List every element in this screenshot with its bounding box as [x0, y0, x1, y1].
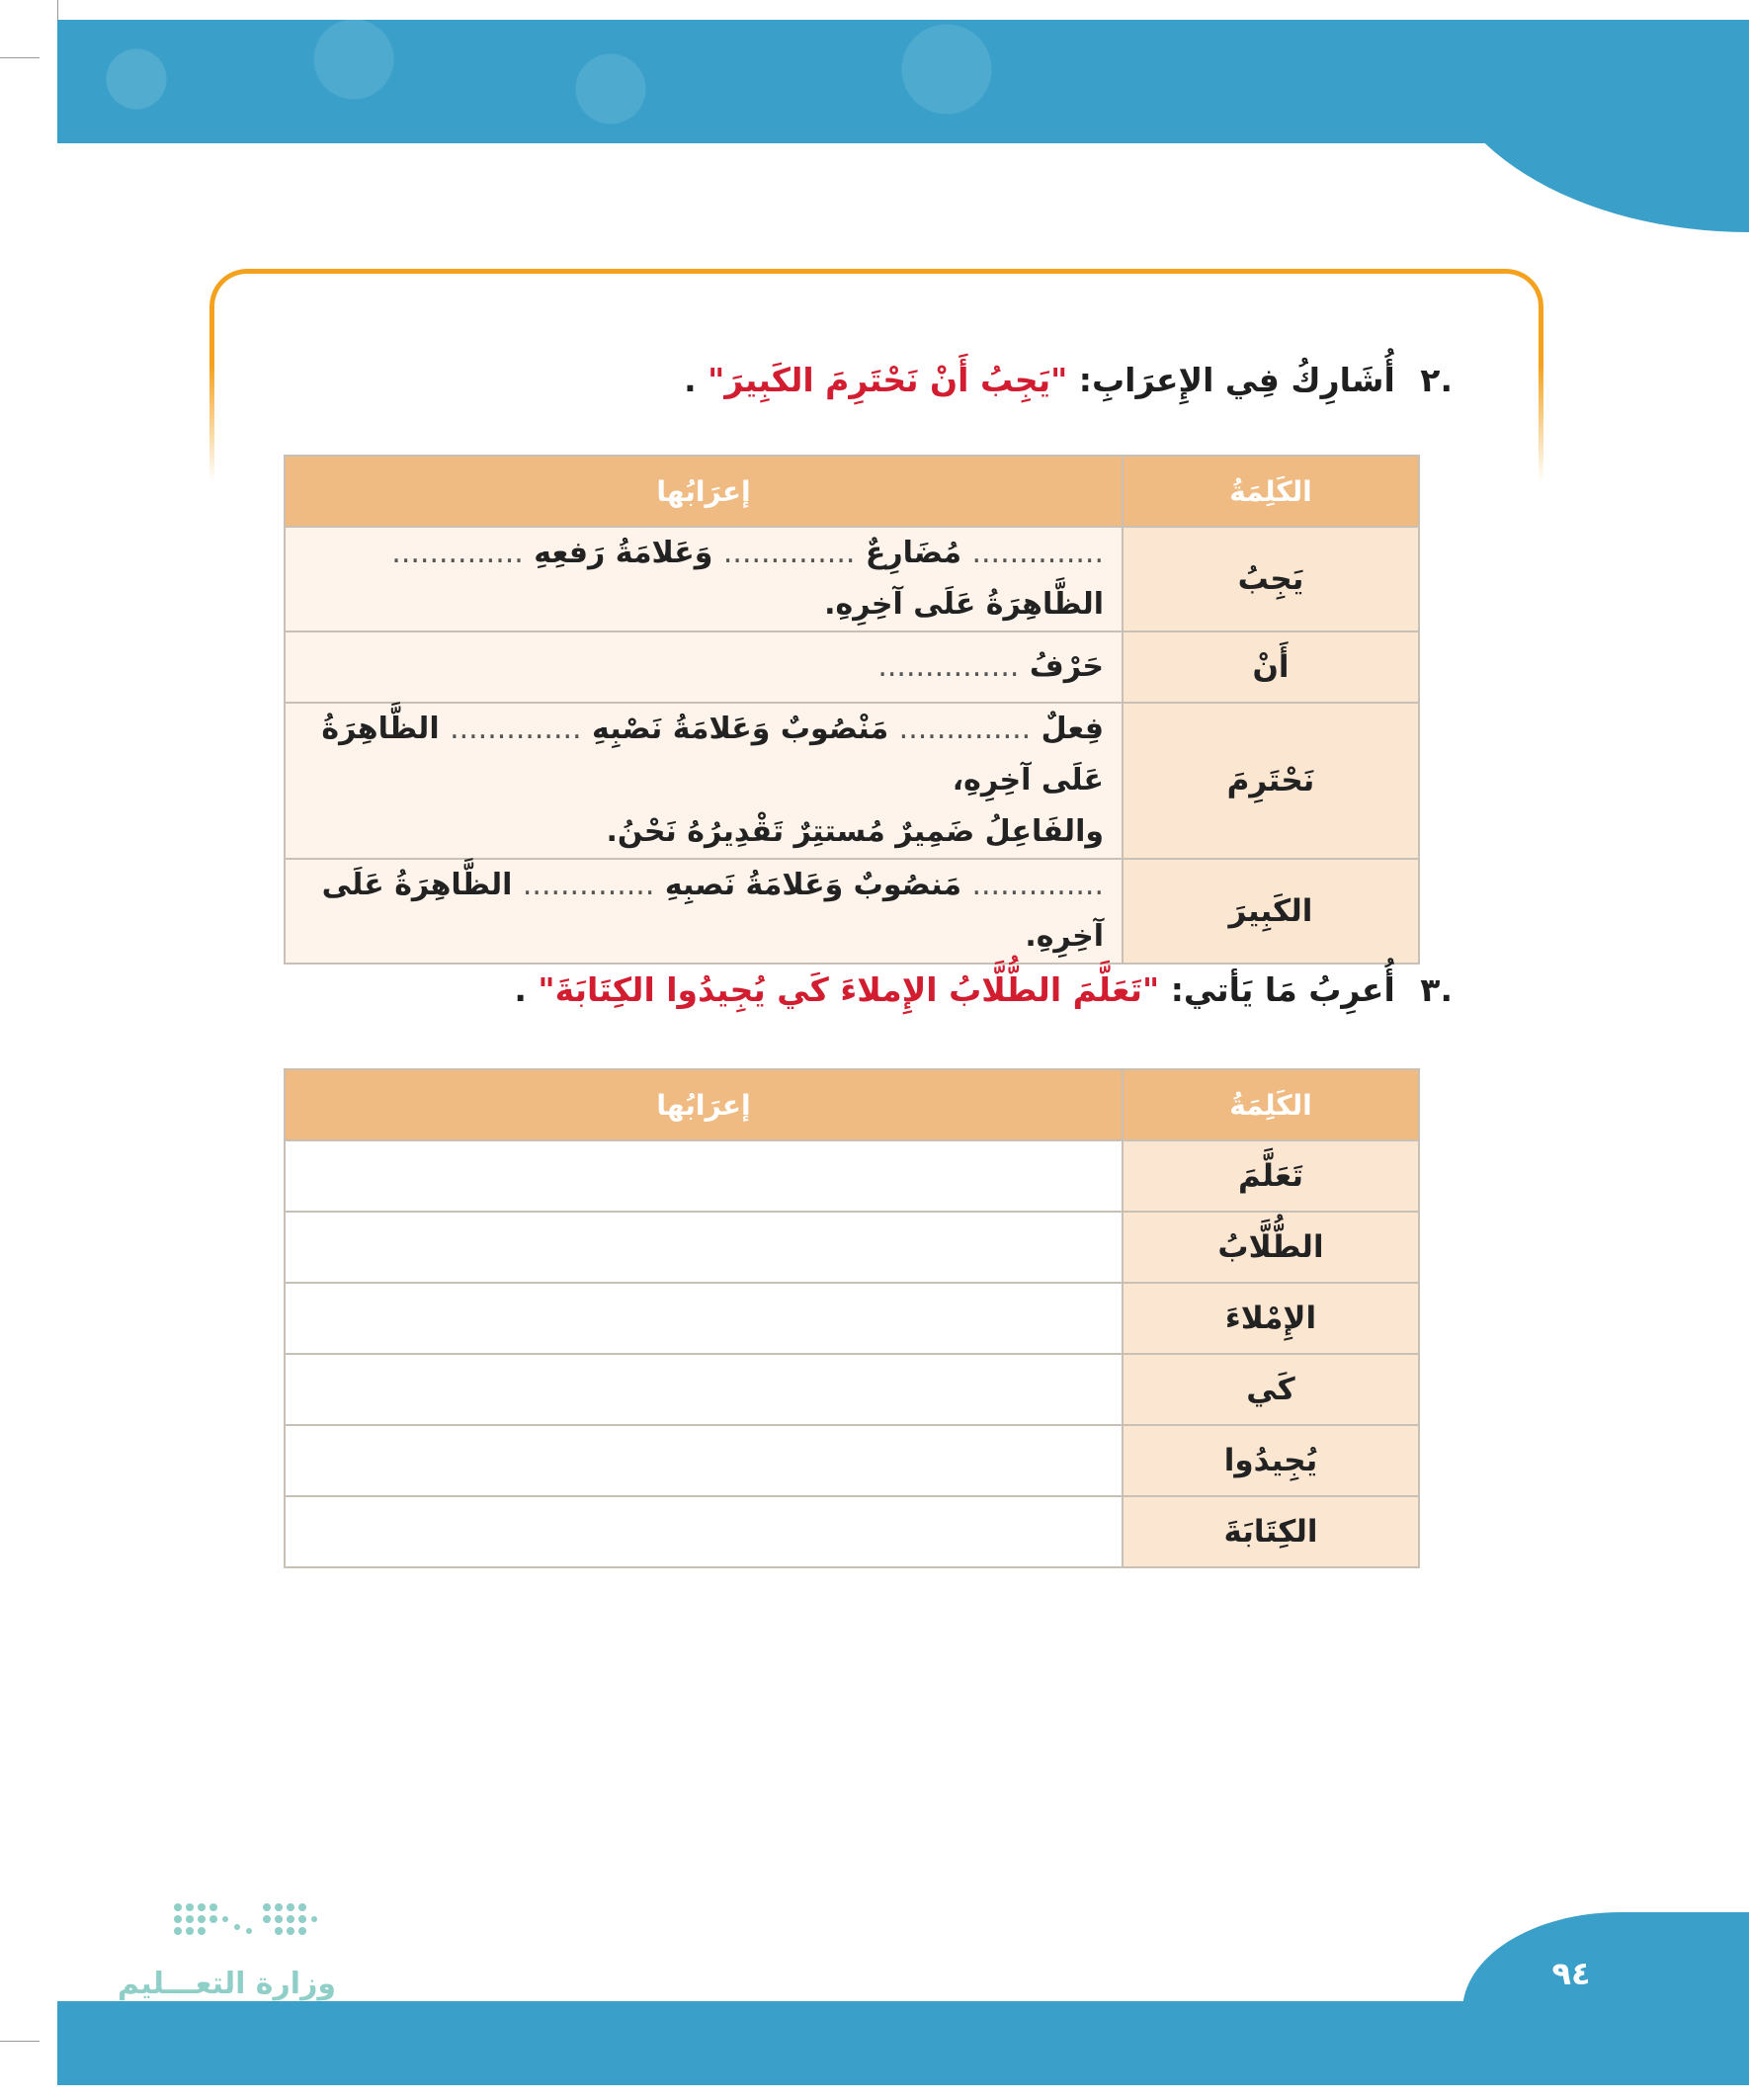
header-irab: إعرَابُها [285, 1069, 1123, 1140]
irab-cell[interactable]: .............. مَنصُوبٌ وَعَلامَةُ نَصبِهِ .............. الظَّاهِرَةُ عَلَى آخِرِهِ. [285, 859, 1123, 964]
question-3-sentence: "تَعَلَّمَ الطُّلَّابُ الإِملاءَ كَي يُجِيدُوا الكِتَابَةَ" [538, 970, 1160, 1009]
word-cell: الطُّلَّابُ [1123, 1212, 1419, 1283]
table-row [285, 1283, 1419, 1354]
irab-text: مُضَارِعٌ [865, 536, 962, 570]
table-row [285, 1425, 1419, 1496]
header-wave-cut [1186, 143, 1561, 262]
irab-text: والفَاعِلُ ضَمِيرٌ مُستتِرٌ تَقْدِيرُهُ نَحْنُ. [606, 814, 1104, 849]
ministry-logo-icon [168, 1897, 326, 1947]
irab-text: مَنْصُوبٌ وَعَلامَةُ نَصْبِهِ [592, 712, 889, 746]
page-number: ٩٤ [1551, 1955, 1591, 1992]
irab-text: وَعَلامَةُ رَفعِهِ [534, 536, 713, 570]
question-3-prompt: أُعرِبُ مَا يَأتي: [1170, 970, 1395, 1009]
crop-mark [0, 57, 40, 58]
question-2-sentence: "يَجِبُ أَنْ نَحْتَرِمَ الكَبِيرَ" [708, 361, 1068, 399]
irab-text: الظَّاهِرَةُ عَلَى آخِرِهِ. [321, 868, 1104, 954]
word-cell: تَعَلَّمَ [1123, 1140, 1419, 1212]
answer-cell[interactable] [285, 1140, 1123, 1212]
answer-cell[interactable] [285, 1212, 1123, 1283]
table-row [285, 631, 1419, 703]
table-row [285, 1140, 1419, 1212]
answer-cell[interactable] [285, 1496, 1123, 1567]
ministry-logo [99, 1897, 336, 2036]
irab-text: مَنصُوبٌ وَعَلامَةُ نَصبِهِ [664, 868, 962, 902]
footer-tab [1462, 1912, 1749, 2011]
table-row [285, 703, 1419, 859]
crop-mark [0, 2041, 40, 2042]
answer-cell[interactable] [285, 1425, 1123, 1496]
question-2-prompt: أُشَارِكُ فِي الإِعرَابِ: [1078, 361, 1395, 399]
question-2 [684, 361, 1453, 399]
table-row [285, 527, 1419, 631]
irab-table-2 [284, 1068, 1420, 1568]
answer-cell[interactable] [285, 1354, 1123, 1425]
irab-text: الظَّاهِرَةُ عَلَى آخِرِهِ. [824, 587, 1104, 622]
table-row [285, 1212, 1419, 1283]
question-2-number: .٢ [1420, 361, 1453, 399]
word-cell: الكَبِيرَ [1123, 859, 1419, 964]
irab-text: حَرْفُ [1029, 649, 1104, 684]
word-cell: أَنْ [1123, 631, 1419, 703]
header-word: الكَلِمَةُ [1123, 456, 1419, 527]
question-2-end: . [684, 361, 697, 399]
word-cell: يَجِبُ [1123, 527, 1419, 631]
table-row [285, 1354, 1419, 1425]
irab-table-1 [284, 455, 1420, 965]
word-cell: يُجِيدُوا [1123, 1425, 1419, 1496]
irab-cell[interactable]: حَرْفُ ............... [285, 631, 1123, 703]
question-3 [514, 970, 1453, 1009]
irab-text: فِعلٌ [1041, 712, 1104, 746]
irab-cell[interactable]: .............. مُضَارِعٌ .............. وَعَلامَةُ رَفعِهِ .............. الظَّاهِرَةُ عَلَى آخِرِهِ. [285, 527, 1123, 631]
question-3-end: . [514, 970, 527, 1009]
question-3-number: .٣ [1420, 970, 1453, 1009]
word-cell: الإِمْلاءَ [1123, 1283, 1419, 1354]
header-irab: إعرَابُها [285, 456, 1123, 527]
word-cell: كَي [1123, 1354, 1419, 1425]
irab-text: الظَّاهِرَةُ عَلَى آخِرِهِ، [321, 712, 1104, 798]
table-row [285, 859, 1419, 964]
table-row [285, 1496, 1419, 1567]
crop-mark [57, 0, 58, 20]
header-word: الكَلِمَةُ [1123, 1069, 1419, 1140]
ministry-name: وزارة التعـــليم [117, 1967, 336, 2001]
word-cell: نَحْتَرِمَ [1123, 703, 1419, 859]
answer-cell[interactable] [285, 1283, 1123, 1354]
irab-cell[interactable]: فِعلٌ .............. مَنْصُوبٌ وَعَلامَةُ نَصْبِهِ .............. الظَّاهِرَةُ عَلَى آخِرِهِ، والفَاعِلُ ضَمِيرٌ مُستتِرٌ تَقْدِيرُهُ نَحْنُ. [285, 703, 1123, 859]
word-cell: الكِتَابَةَ [1123, 1496, 1419, 1567]
